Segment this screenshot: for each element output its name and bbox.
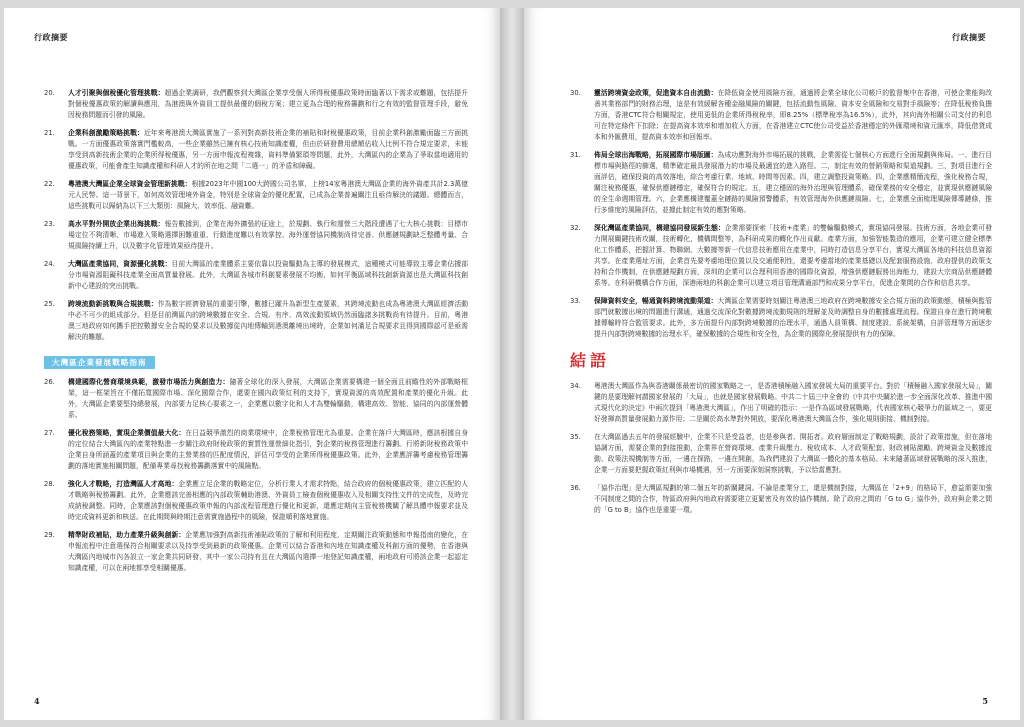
paragraph-body: 企業需要探索「技術+產業」的雙輪驅動模式，實現協同發展。技術方面，各地企業可發力開展關鍵技術攻關，技術轉化，機構間整等，為科研成果的轉化作出貢獻。產業方面，加強智能製造的應用，企業可建立健全標準化工作體系，把握計算、物聯網、大數據等新一代信息技術應用在產業中，同時打造信息分享平台，實現大灣區各地的科技信息資源共享。在產業選址方面，企業首先要考慮地理位置以及交通便利性，還要考慮當地的產業基礎以及配套服務設施、政府提供的政策支持和合作機制，在供應鏈規劃方面，深圳的企業可以合理利用香港的國際化資源，增強供應鏈服務出海能力，建設大宗商品供應鏈體系等。在科研機構合作方面，深港兩地的科創企業可以建立項目管理溝通部門和成果分享平台，促進企業間的合作和信息共享。 (594, 224, 992, 287)
numbered-paragraph (44, 530, 468, 574)
right-page-content (570, 88, 992, 523)
paragraph-number: 33. (570, 297, 581, 305)
numbered-paragraph (570, 296, 992, 340)
right-page (524, 8, 1020, 720)
numbered-paragraph (570, 483, 992, 516)
paragraph-number: 32. (570, 224, 581, 232)
paragraph-text (594, 432, 992, 476)
section-title: 結語 (570, 351, 611, 370)
paragraph-text (68, 428, 468, 472)
paragraph-number: 22. (44, 180, 55, 188)
left-page (4, 8, 500, 720)
paragraph-number: 26. (44, 378, 55, 386)
paragraph-text (594, 296, 992, 340)
numbered-paragraph (44, 128, 468, 172)
running-head: 行政摘要 (34, 32, 68, 42)
paragraph-text (68, 219, 468, 252)
paragraph-body: 在降低資金使用風險方面，通過將企業全球化公司帳戶的監督集中在香港，可使企業能夠改善其業務部門的財務治理，這是有效緩解各種金融風險的關鍵，包括流動性風險、資本安全風險和交易對手風險等；在降低稅務負擔方面，香港CTC符合相關規定，使用更低的企業所得稅稅率，即8.25%（標準稅率為16.5%），此外，其向海外相關公司支付的利息可在特定條件下扣除；在提高資本效率和增加收入方面，在香港建立CTC使公司受益於香港穩定的外匯環境和資元匯率，降低借貸成本和外匯費用，提高資本效率和回報率。 (594, 89, 993, 141)
paragraph-body: 為成功應對海外市場拓展的挑戰，企業需從七個核心方面進行全面規劃與佈局。一、進行目標市場與路徑的篩選，精準確定最具發展潛力的市場及最適宜的進入路徑。二，制定有效的營銷策略和渠道規劃。三，對項目進行全面評估，確保投資的高效落地，綜合考慮行業、地域、時間等因素。四，建立調整投資策略。四，企業應精簡流程，強化稅務合規，關注稅務優惠，確保供應鏈穩定，確保符合的規定。五，建立穩固的海外治理與管理體系，確保業務的安全穩定，並實現供應鏈風險的全生命週期管理。六，企業應構建覆蓋全鏈路的風險預警體系，有效管理海外供應鏈風險。七，企業應全面梳理風險傳導鏈條，推行多維度的風險評估，並據此制定有效的應對策略。 (594, 151, 993, 214)
numbered-paragraph (44, 259, 468, 292)
paragraph-number: 35. (570, 433, 581, 441)
numbered-paragraph (44, 299, 468, 343)
paragraph-text (68, 299, 468, 343)
section-banner: 大灣區企業發展戰略指南 (44, 356, 155, 369)
numbered-paragraph (44, 479, 468, 523)
paragraph-lead-heading: 構建國際化營商環境典範，激發市場活力與創造力： (68, 378, 230, 386)
paragraph-lead-heading: 大灣區產業協同，資源優化挑戰： (68, 260, 172, 268)
paragraph-number: 27. (44, 429, 55, 437)
paragraph-body: 超過企業調研，我們觀察到大灣區企業享受個人所得稅優惠政策時面臨著以下需求或難題，包括提升對個稅優惠政策的解讀與應用，為港澳與外資員工提供最優的個稅方案；建立更為合理的稅務籌劃和行之有效的監督管理手段，避免因稅務問題而引發的風險。 (68, 89, 469, 119)
paragraph-body: 粵港澳大灣區作為與香港關係最密切的國家戰略之一，是香港積極融入國家發展大局的重要平台。對於「積極融入國家發展大局」，關鍵的是要理解何謂國家發展的「大局」，也就是國家發展戰略。中共二十屆三中全會的《中共中央關於進一步全面深化改革、推進中國式現代化的決定》中兩次提到「粵港澳大灣區」，作出了明確的指示：一是作為區域發展戰略，代表國家核心競爭力的區域之一，要更好發揮高質量發展動力源作用；二是關於高水準對外開放，要深化粵港澳大灣區合作，強化規則銜接、機制對接。 (594, 382, 992, 423)
paragraph-body: 隨著全球化的深入發展，大灣區企業需要構建一個全面且前瞻性的外部戰略框架，這一框架旨在不僅拓寬國際市場、深化國際合作，還要在國內政策紅利的支持下，實現資源的高效配置和產業的優化升級。此外，大灣區企業要堅持總發展，內部要力足核心要素之一，企業應以數字化和人才為雙輪驅動，構建高效、智能、協同的內部運營體系。 (68, 378, 469, 419)
paragraph-body: 「協作治理」是大灣區規劃的第二個五年的新關鍵詞。不論是產業分工，還是機制對接，大灣區在「2+9」的格局下，愈益需要加強不同制度之間的合作，特區政府與內地政府需要建立更緊密及有效的協作機制。除了政府之間的「G to G」協作外，政府與企業之間的「G to B」協作也是重要一環。 (594, 484, 992, 514)
paragraph-text (594, 483, 992, 516)
left-page-content (44, 88, 468, 581)
paragraph-text (68, 179, 468, 212)
numbered-paragraph (44, 219, 468, 252)
numbered-paragraph (570, 223, 992, 289)
numbered-paragraph (44, 377, 468, 421)
paragraph-number: 24. (44, 260, 55, 268)
numbered-paragraph (570, 88, 992, 143)
paragraph-text (68, 128, 468, 172)
paragraph-text (68, 377, 468, 421)
paragraph-number: 28. (44, 480, 55, 488)
paragraph-number: 23. (44, 220, 55, 228)
page-number: 5 (982, 696, 988, 706)
paragraph-number: 34. (570, 382, 581, 390)
paragraph-lead-heading: 深化灣區產業協同，構建協同發展新生態： (594, 224, 725, 232)
paragraph-lead-heading: 保障資料安全，暢通資料跨境流動渠道： (594, 297, 718, 305)
paragraph-number: 20. (44, 89, 55, 97)
paragraph-text (68, 88, 468, 121)
paragraph-number: 31. (570, 151, 581, 159)
paragraph-lead-heading: 靈活跨境資金政策，促進資本自由流動： (594, 89, 718, 97)
paragraph-lead-heading: 強化人才戰略，打造灣區人才高地： (68, 480, 179, 488)
paragraph-number: 21. (44, 129, 55, 137)
paragraph-lead-heading: 優化稅務策略，實現企業價值最大化： (68, 429, 186, 437)
paragraph-lead-heading: 粵港澳大灣區企業全球資金管理新挑戰： (68, 180, 192, 188)
paragraph-number: 30. (570, 89, 581, 97)
paragraph-number: 36. (570, 484, 581, 492)
paragraph-text (594, 381, 992, 425)
paragraph-text (68, 479, 468, 523)
paragraph-lead-heading: 精準財政補貼，助力產業升級與創新： (68, 531, 186, 539)
paragraph-number: 29. (44, 531, 55, 539)
numbered-paragraph (570, 150, 992, 216)
paragraph-body: 企業應立足企業的戰略定位，分析行業人才需求特點，結合政府的個稅優惠政策，建立匹配的人才戰略與稅務籌劃。此外，企業應該完善相應的內部政策輔助港澳、外資員工檢查個稅優惠收入及相關支持性文件的完成性，及時完成納稅調整。同時，企業應該對個稅優惠政策申報的內部流程管理進行優化和更新，還應定期向主管稅務機關了解具體申報要求並及時完成資料更新和核送。在此期間與時期注意需實施過程中的風險，保證順利落地實施。 (68, 480, 469, 521)
book-gutter (500, 8, 524, 720)
paragraph-body: 在大灣區過去五年的發展經驗中，企業不只是受益者，也是參與者、開拓者。政府層面制定了戰略規劃，設計了政策措施，但在落地協調方面，需要企業的對接推動，企業界在營商環境、產業升級壓力、稅收成本、人才政策配套、財政補貼激勵、跨境資金及數據流動、政策法規機制等方面，一邊在探路，一邊在開創，為我們建設了大灣區一體化的基本格局。未來隨著區域發展戰略的深入推進，企業一方面要把握政策紅利與市場機遇，另一方面要深刻洞察挑戰，予以恰當應對。 (594, 433, 992, 474)
paragraph-text (68, 530, 468, 574)
paragraph-number: 25. (44, 300, 55, 308)
numbered-paragraph (570, 432, 992, 476)
paragraph-body: 作為數字經濟發展的重要引擎，數據已躍升為新型生產要素，其跨境流動也成為粵港澳大灣區經濟活動中必不可少的組成部分。但是目前灣區內的跨境數據在安全、合規、有序、高效流動領域仍然面臨諸多挑戰尚有待提升。目前，粵港澳三地政府如何攜手把控數據安全合規的要求以及數據從內地傳輸到港澳離境出境時，企業如何滿足合規要求且得到國際認可是亟需解決的難題。 (68, 300, 469, 341)
paragraph-body: 根據2023年中國100大跨國公司名單，上榜14家粵港澳大灣區企業的海外資產共計2.3萬億元人民幣。這一背景下，如何高效管理境外資金，特別是全球資金的優化配置，已成為企業普遍關注且亟待解決的議題。總體而言，這些挑戰可以歸納為以下三大類別：風險大、效率低、融資難。 (68, 180, 469, 210)
paragraph-lead-heading: 佈局全球出海戰略，拓展國際市場版圖： (594, 151, 718, 159)
paragraph-lead-heading: 人才引聚與個稅優化管理挑戰： (68, 89, 165, 97)
numbered-paragraph (44, 88, 468, 121)
running-head: 行政摘要 (952, 32, 986, 42)
paragraph-text (594, 223, 992, 289)
numbered-paragraph (44, 428, 468, 472)
paragraph-lead-heading: 高水平對外開放企業出海挑戰： (68, 220, 165, 228)
paragraph-text (594, 88, 992, 143)
paragraph-body: 近年來粵港澳大灣區實施了一系列對高新技術企業的補貼和財稅優惠政策，目前企業科創激勵面臨三方面挑戰。一方面優惠政策落實門檻較高，一些企業雖然已擁有核心技術知識產權，但由於研發費用總額佔收入比例不符合規定要求，未能享受到高新技術企業的企業所得稅優惠，另一方面申報流程複雜，資料準備繁瑣等問題，此外，大灣區內的企業為了爭取當地適用的優惠政策，可能會產生知識產權和科研人才的所在地之間「二選一」的矛盾和障礙。 (68, 129, 469, 170)
paragraph-lead-heading: 企業科創激勵策略挑戰： (68, 129, 144, 137)
paragraph-body: 在日益競爭激烈的商業環境中，企業稅務管理尤為重要。企業在落戶大灣區時，應該根據自身的定位結合大灣區內的產業特點進一步關注政府財稅政策的實質性運營細化指引，對企業的稅務管理進行籌劃。行將新財稅務政策中企業自身所涵蓋的產業項目與企業的主營業務的匹配度情況，評估可享受的企業所得稅優惠政策。此外，企業應評籌考慮稅務管理籌劃的落地實施相關問題，配備專業尋找稅務籌劃落實中的風險點。 (68, 429, 469, 470)
paragraph-body: 大灣區企業需要時刻關注粵港澳三地政府在跨境數據安全合規方面的政策動態，積極與監管部門就數據出境的問題進行溝通，通過交流深化對數據跨境流動規則的理解並及時調整自身的數據處理流程。保證自身在進行跨境數據傳輸時符合監管要求。此外，多方面提升內部對跨境數據的治理水平，通過人員策構、制度建設、系統架構，自評管理等方面逐步提升內部對跨境數據的治理水平，確保數據的合規性和安全性，為企業的國際化發展提供有力的保障。 (594, 297, 993, 338)
paragraph-lead-heading: 跨境流動新挑戰與合規挑戰： (68, 300, 158, 308)
paragraph-body: 企業應加強對高新技術補貼政策的了解和利用程度，定期關注政策動態和申報指南的變化，在申報流程中注意選保符合相關要求以及持享受到最新的政策優惠。企業可以結合香港和內地在知識產權及科創方面的優勢，在香港與大灣區內地城市內各設立一家企業共同研發，其中一家公司持有且在大灣區內選擇一地登記知識產權，兩地政府可將該企業一起認定知識產權，可以在兩地都享受相關優惠。 (68, 531, 469, 572)
paragraph-body: 報告數據到，企業在海外擴張的征途上，於規劃、執行和運營三大階段遭遇了七大核心挑戰：目標市場定位不夠清晰、市場進入策略選擇困難重重、行動進度難以有效掌控、海外運營協同機制尚待完善、供應鏈規劃缺乏整體考量、合規風險持續上升，以及數字化管理效果亟待提升。 (68, 220, 469, 250)
paragraph-text (594, 150, 992, 216)
paragraph-body: 目前大灣區的產業體系主要依靠以投資驅動為主導的發展模式，這種模式可能導致主導企業佔據部分市場資源阻礙科技產業全面高質量發展。此外，大灣區各城市科創要素發展不均衡，如何平衡區域科技創新資源也是大灣區科技創新中心建設的突出挑戰。 (68, 260, 469, 290)
page-number: 4 (34, 696, 40, 706)
paragraph-text (68, 259, 468, 292)
numbered-paragraph (570, 381, 992, 425)
numbered-paragraph (44, 179, 468, 212)
